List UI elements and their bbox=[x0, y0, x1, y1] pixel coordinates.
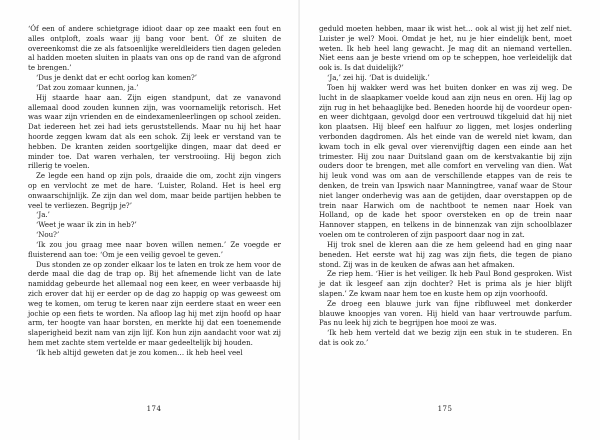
paragraph: ‘Nou?’ bbox=[36, 230, 60, 240]
paragraph: Ze droeg een blauwe jurk van fijne ribfluweel met donkerder blauwe knoopjes van voren. Hij hield van haar vertrouwde parfum. Pas nu leek hij zich te begrijpen hoe mooi ze was. bbox=[319, 298, 572, 328]
paragraph: Dus stonden ze op zonder elkaar los te laten en trok ze hem voor de derde maal die dag de trap op. Bij het afnemende licht van de late namiddag gebeurde het allemaal nog een keer, en weer verbaasde hij zich erover dat hij er eerder op de dag zo happig op was geweest om weg te komen, om terug te keren naar zijn eerdere staat en weer een jochie op een fiets te worden. Na afloop lag hij met zijn hoofd op haar arm, ter hoogte van haar borsten, en merkte hij dat een toenemende slaperigheid bezit nam van zijn lijf. Kon hun zijn aandacht voor wat zij hem met zachte stem vertelde er maar gedeeltelijk bij houden. bbox=[28, 259, 281, 347]
paragraph: ‘Ik heb altijd geweten dat je zou komen… ik heb heel veel bbox=[36, 347, 243, 357]
paragraph: Ze legde een hand op zijn pols, draaide die om, zocht zijn vingers op en vervlocht ze met de hare. ‘Luister, Roland. Het is heel erg onwaarschijnlijk. Ze zijn dan wel dom, maar beide partijen hebben te veel te verliezen. Begrijp je?’ bbox=[28, 171, 281, 210]
paragraph: ‘Óf een of andere schietgrage idioot daar op zee maakt een fout en alles ontploft, zoals waar jij bang voor bent. Óf ze sluiten de overeenkomst die ze als fatsoenlijke wereldleiders tien dagen geleden al hadden moeten sluiten in plaats van ons op de rand van de afgrond te brengen.’ bbox=[28, 24, 281, 73]
paragraph: Hij trok snel de kleren aan die ze hem geleend had en ging naar beneden. Het eerste wat hij zag was zijn fiets, die tegen de piano stond. Zij was in de keuken de afwas aan het afmaken. bbox=[319, 239, 572, 269]
paragraph: Toen hij wakker werd was het buiten donker en was zij weg. De lucht in de slaapkamer voelde koud aan zijn neus en oren. Hij lag op zijn rug in het behaaglijke bed. Beneden hoorde hij de voordeur open- en weer dichtgaan, gevolgd door een vertrouwd tikgeluid dat hij niet kon plaatsen. Hij bleef een halfuur zo liggen, met losjes onderling verbonden dagdromen. Als het einde van de wereld niet kwam, dan kwam toch in elk geval over vierenvijftig dagen een einde aan het trimester. Hij zou naar Duitsland gaan om de kerstvakantie bij zijn ouders door te brengen, met alle comfort en verveling van dien. Wat hij leuk vond was om aan de verschillende etappes van de reis te denken, de trein van Ipswich naar Manningtree, vanaf waar de Stour niet langer onderhevig was aan de getijden, daar overstappen op de trein naar Harwich om de nachtboot te nemen naar Hoek van Holland, op de kade het spoor oversteken en op de trein naar Hannover stappen, en telkens in de binnenzak van zijn schoolblazer voelen om te controleren of zijn paspoort daar nog in zat. bbox=[319, 82, 572, 240]
paragraph: geduld moeten hebben, maar ik wist het… ook al wist jij het zelf niet. Luister je wel? Mooi. Omdat je het, nu je hier eindelijk bent, moet weten. Ik heb heel lang gewacht. Je mag dit an niemand vertellen. Niet eens aan je beste vriend om op te scheppen, hoe verleidelijk dat ook is. Is dat duidelijk?’ bbox=[319, 24, 572, 73]
right-page-text bbox=[319, 24, 572, 348]
paragraph: Hij staarde haar aan. Zijn eigen standpunt, dat ze vanavond allemaal dood zouden kunnen zijn, was voornamelijk retorisch. Het was waar zijn vrienden en de eindexamenleerlingen op school zeiden. Dat iedereen het zei had iets geruststellends. Maar nu hij het haar hoorde zeggen kwam dat als een schok. Zij leek er verstand van te hebben. De kranten zeiden soortgelijke dingen, maar dat deed er minder toe. Dat waren verhalen, ter verstrooiing. Hij begon zich rillerig te voelen. bbox=[28, 92, 281, 171]
left-page-text bbox=[28, 24, 281, 358]
left-page-number: 174 bbox=[146, 405, 162, 413]
paragraph: ‘Weet je waar ik zin in heb?’ bbox=[36, 220, 137, 230]
paragraph: ‘Ja,’ zei hij. ‘Dat is duidelijk.’ bbox=[327, 73, 430, 83]
paragraph: Ze riep hem. ‘Hier is het veiliger. Ik heb Paul Bond gesproken. Wist je dat ik lesgeef aan zijn dochter? Het is prima als je hier blijft slapen.’ Ze kwam naar hem toe en kuste hem op zijn voorhoofd. bbox=[319, 269, 572, 298]
right-page bbox=[300, 0, 600, 440]
paragraph: ‘Dus je denkt dat er echt oorlog kan komen?’ bbox=[36, 73, 198, 83]
paragraph: ‘Ik zou jou graag mee naar boven willen nemen.’ Ze voegde er fluisterend aan toe: ‘Om je een veilig gevoel te geven.’ bbox=[28, 239, 281, 259]
paragraph: ‘Ik heb hem verteld dat we bezig zijn een stuk in te studeren. En dat is ook zo.’ bbox=[319, 328, 572, 347]
paragraph: ‘Ja.’ bbox=[36, 210, 50, 220]
right-page-number: 175 bbox=[437, 405, 453, 413]
paragraph: ‘Dat zou zomaar kunnen, ja.’ bbox=[36, 82, 139, 92]
